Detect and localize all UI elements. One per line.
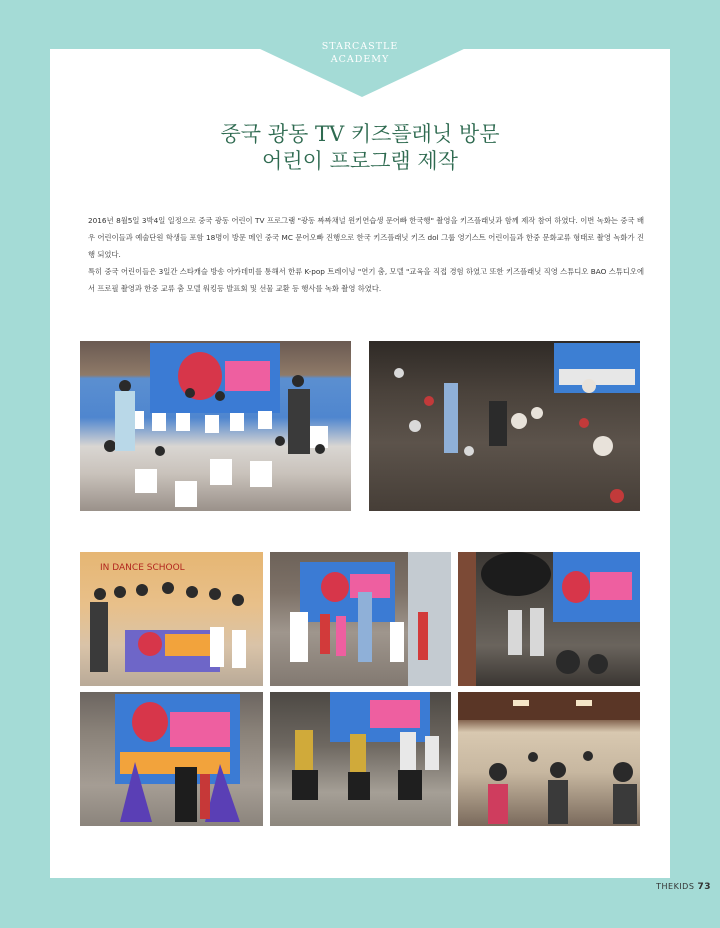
photo-group-certificates-art (80, 341, 351, 511)
magazine-name: THEKIDS (656, 882, 695, 891)
photo-stage-lineup (270, 552, 451, 686)
brand-line-1: STARCASTLE (321, 41, 399, 52)
article-body (88, 212, 644, 297)
title-line-1: 중국 광동 TV 키즈플래닛 방문 (220, 122, 500, 146)
page-footer (656, 882, 711, 892)
photo-filming-setup-art (458, 552, 640, 686)
photo-costume-show (80, 692, 263, 826)
photo-costume-show-art (80, 692, 263, 826)
photo-circle-gathering (369, 341, 640, 511)
brand-label (0, 40, 720, 66)
photo-hiphop-dance (270, 692, 451, 826)
photo-filming-setup (458, 552, 640, 686)
photo-group-certificates (80, 341, 351, 511)
paragraph-2: 특히 중국 어린이들은 3일간 스타캐슬 방송 아카데미를 통해서 한류 K-pop 트레이닝 "연기 춤, 모델 "교육을 직접 경험 하였고 또한 키즈플래닛 직영 스튜디오 BAO 스튜디오에서 프로필 촬영과 한중 교류 춤 모델 워킹등 발표회 및 선물 교환 등 행사를 녹화 촬영 하였다. (88, 267, 644, 293)
photo-circle-gathering-art (369, 341, 640, 511)
photo-hiphop-dance-art (270, 692, 451, 826)
svg-text:IN DANCE SCHOOL: IN DANCE SCHOOL (100, 563, 185, 573)
paragraph-1: 2016년 8월5일 3박4일 일정으로 중국 광동 어린이 TV 프로그램 "광동 짜짜채널 윈키연습생 문어빠 한국행" 촬영을 키즈플래닛과 함께 제작 참여 하였다. 이번 녹화는 중국 배우 어린이들과 예술단원 학생들 포함 18명이 방문 메인 중국 MC 문어오빠 진행으로 한국 키즈플래닛 키즈 dol 그룹 영기스트 어린이들과 한중 문화교류 형태로 촬영 녹화가 진행 되었다. (88, 216, 644, 259)
title-line-2: 어린이 프로그램 제작 (262, 149, 458, 173)
photo-dance-class-art (458, 692, 640, 826)
photo-stage-lineup-art (270, 552, 451, 686)
photo-dance-class (458, 692, 640, 826)
article-title (0, 121, 720, 175)
photo-dance-school-group-art (80, 552, 263, 686)
page-number: 73 (697, 882, 711, 892)
brand-line-2: ACADEMY (330, 54, 390, 65)
photo-dance-school-group (80, 552, 263, 686)
